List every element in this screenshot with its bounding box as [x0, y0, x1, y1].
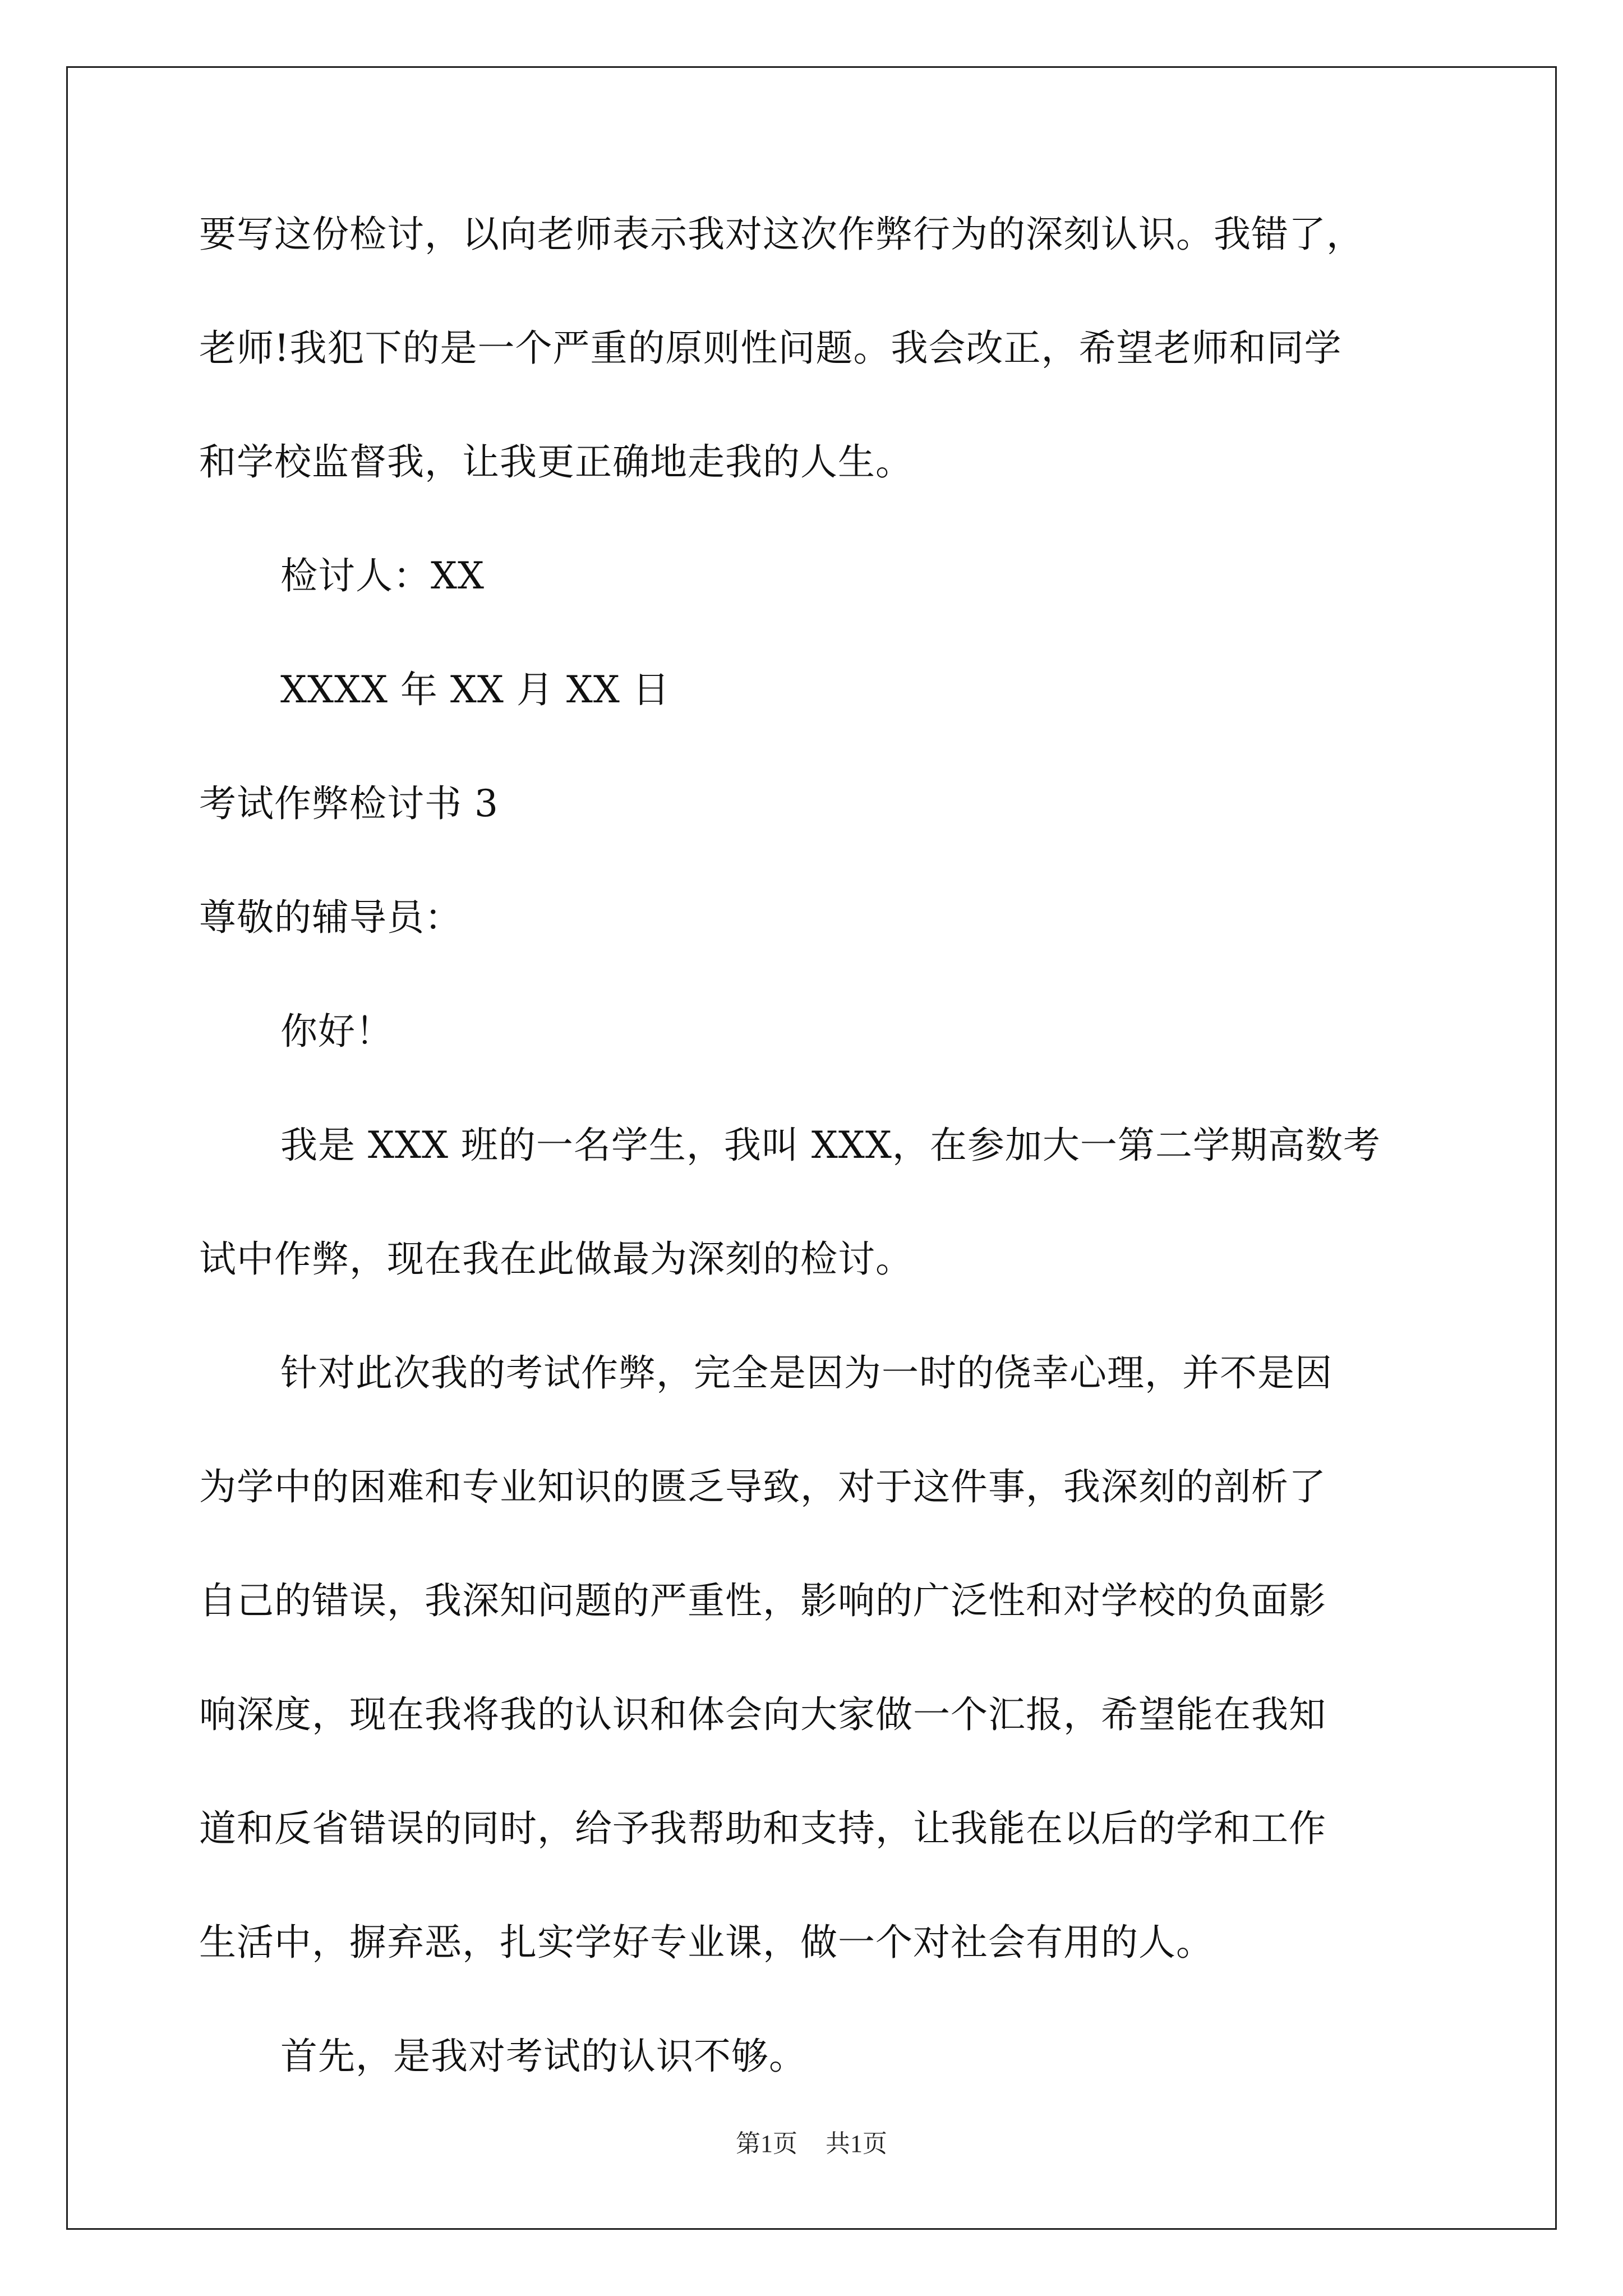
text-line: 生活中，摒弃恶，扎实学好专业课，做一个对社会有用的人。 [199, 1921, 1214, 1964]
greeting: 你好！ [280, 1010, 393, 1053]
page-footer [0, 2127, 1623, 2161]
text-line: 针对此次我的考试作弊，完全是因为一时的侥幸心理，并不是因 [280, 1351, 1332, 1395]
page-total: 共1页 [826, 2130, 887, 2157]
section-title: 考试作弊检讨书 3 [199, 782, 499, 825]
text-line: 首先，是我对考试的认识不够。 [280, 2035, 806, 2078]
text-line: 和学校监督我，让我更正确地走我的人生。 [199, 440, 913, 484]
date-line: XXXX 年 XX 月 XX 日 [280, 668, 670, 711]
text-line: 老师!我犯下的是一个严重的原则性问题。我会改正，希望老师和同学 [199, 326, 1342, 370]
signature-label: 检讨人：XX [280, 554, 485, 597]
text-line: 自己的错误，我深知问题的严重性，影响的广泛性和对学校的负面影 [199, 1579, 1326, 1622]
salutation: 尊敬的辅导员： [199, 896, 462, 939]
text-line: 响深度，现在我将我的认识和体会向大家做一个汇报，希望能在我知 [199, 1693, 1326, 1736]
text-line: 道和反省错误的同时，给予我帮助和支持，让我能在以后的学和工作 [199, 1807, 1326, 1850]
text-line: 为学中的困难和专业知识的匮乏导致，对于这件事，我深刻的剖析了 [199, 1465, 1326, 1508]
text-line: 试中作弊，现在我在此做最为深刻的检讨。 [199, 1237, 913, 1281]
text-line: 我是 XXX 班的一名学生，我叫 XXX，在参加大一第二学期高数考 [280, 1124, 1381, 1167]
page-number: 第1页 [736, 2130, 797, 2157]
text-line: 要写这份检讨，以向老师表示我对这次作弊行为的深刻认识。我错了， [199, 213, 1364, 256]
